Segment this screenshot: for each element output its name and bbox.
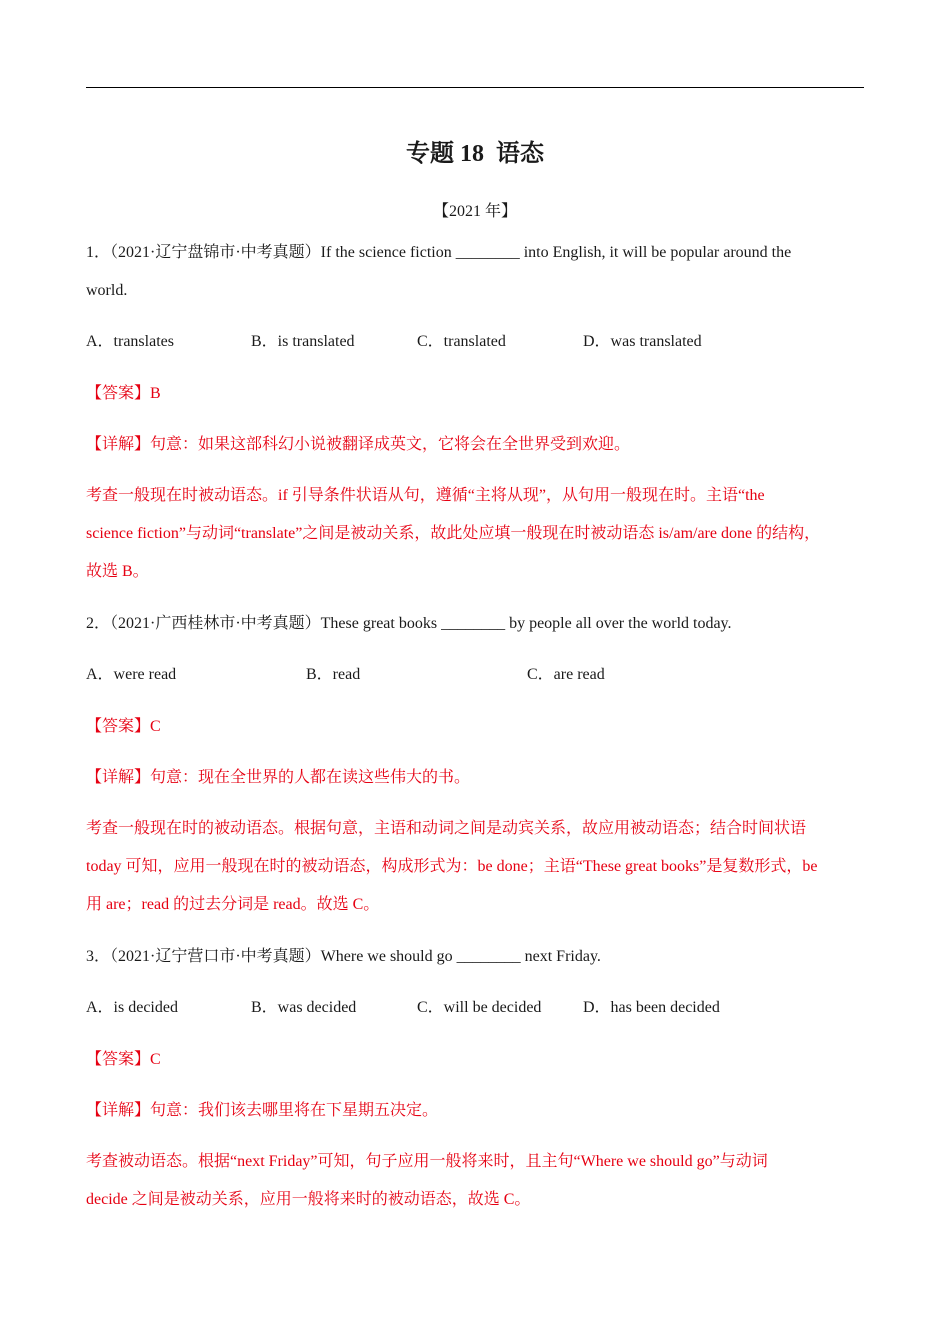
- question-3-analysis-line-1: 考查被动语态。根据“next Friday”可知，句子应用一般将来时，且主句“Where we should go”与动词: [86, 1153, 768, 1170]
- header-rule: [86, 87, 864, 88]
- page-title: 专题 18 语态: [406, 141, 544, 167]
- question-3-option-a: A．is decided: [86, 999, 178, 1016]
- question-1-option-c: C．translated: [417, 333, 506, 350]
- question-1-analysis-line-1: 考查一般现在时被动语态。if 引导条件状语从句，遵循“主将从现”，从句用一般现在时。主语“the: [86, 487, 765, 504]
- question-2-option-a: A．were read: [86, 666, 177, 683]
- year-heading: 【2021 年】: [432, 203, 517, 220]
- question-2-detail: 【详解】句意：现在全世界的人都在读这些伟大的书。: [86, 769, 471, 786]
- question-1-detail: 【详解】句意：如果这部科幻小说被翻译成英文，它将会在全世界受到欢迎。: [86, 436, 631, 453]
- question-1-option-d: D．was translated: [583, 333, 702, 350]
- question-2-option-b: B．read: [306, 666, 361, 683]
- question-2-option-c: C．are read: [527, 666, 605, 683]
- question-1-answer: 【答案】B: [86, 385, 161, 402]
- question-1-stem: 1．（2021·辽宁盘锦市·中考真题）If the science fiction ________ into English, it will be popular around the: [86, 244, 792, 261]
- question-1-analysis-line-2: science fiction”与动词“translate”之间是被动关系，故此处应填一般现在时被动语态 is/am/are done 的结构，: [86, 525, 821, 542]
- question-3-analysis-line-2: decide 之间是被动关系，应用一般将来时的被动语态，故选 C。: [86, 1191, 531, 1208]
- question-1-analysis-line-3: 故选 B。: [86, 563, 149, 580]
- question-1-option-a: A．translates: [86, 333, 174, 350]
- question-3-stem: 3．（2021·辽宁营口市·中考真题）Where we should go ________ next Friday.: [86, 948, 601, 965]
- question-2-analysis-line-2: today 可知，应用一般现在时的被动语态，构成形式为：be done；主语“These great books”是复数形式，be: [86, 858, 818, 875]
- question-2-analysis-line-1: 考查一般现在时的被动语态。根据句意，主语和动词之间是动宾关系，故应用被动语态；结合时间状语: [86, 820, 807, 837]
- question-1-option-b: B．is translated: [251, 333, 355, 350]
- question-2-stem: 2．（2021·广西桂林市·中考真题）These great books ________ by people all over the world today.: [86, 615, 732, 632]
- question-1-stem-cont: world.: [86, 282, 128, 299]
- question-3-detail: 【详解】句意：我们该去哪里将在下星期五决定。: [86, 1102, 439, 1119]
- question-2-analysis-line-3: 用 are；read 的过去分词是 read。故选 C。: [86, 896, 380, 913]
- question-3-answer: 【答案】C: [86, 1051, 161, 1068]
- question-3-option-b: B．was decided: [251, 999, 357, 1016]
- question-2-answer: 【答案】C: [86, 718, 161, 735]
- question-3-option-d: D．has been decided: [583, 999, 720, 1016]
- question-3-option-c: C．will be decided: [417, 999, 542, 1016]
